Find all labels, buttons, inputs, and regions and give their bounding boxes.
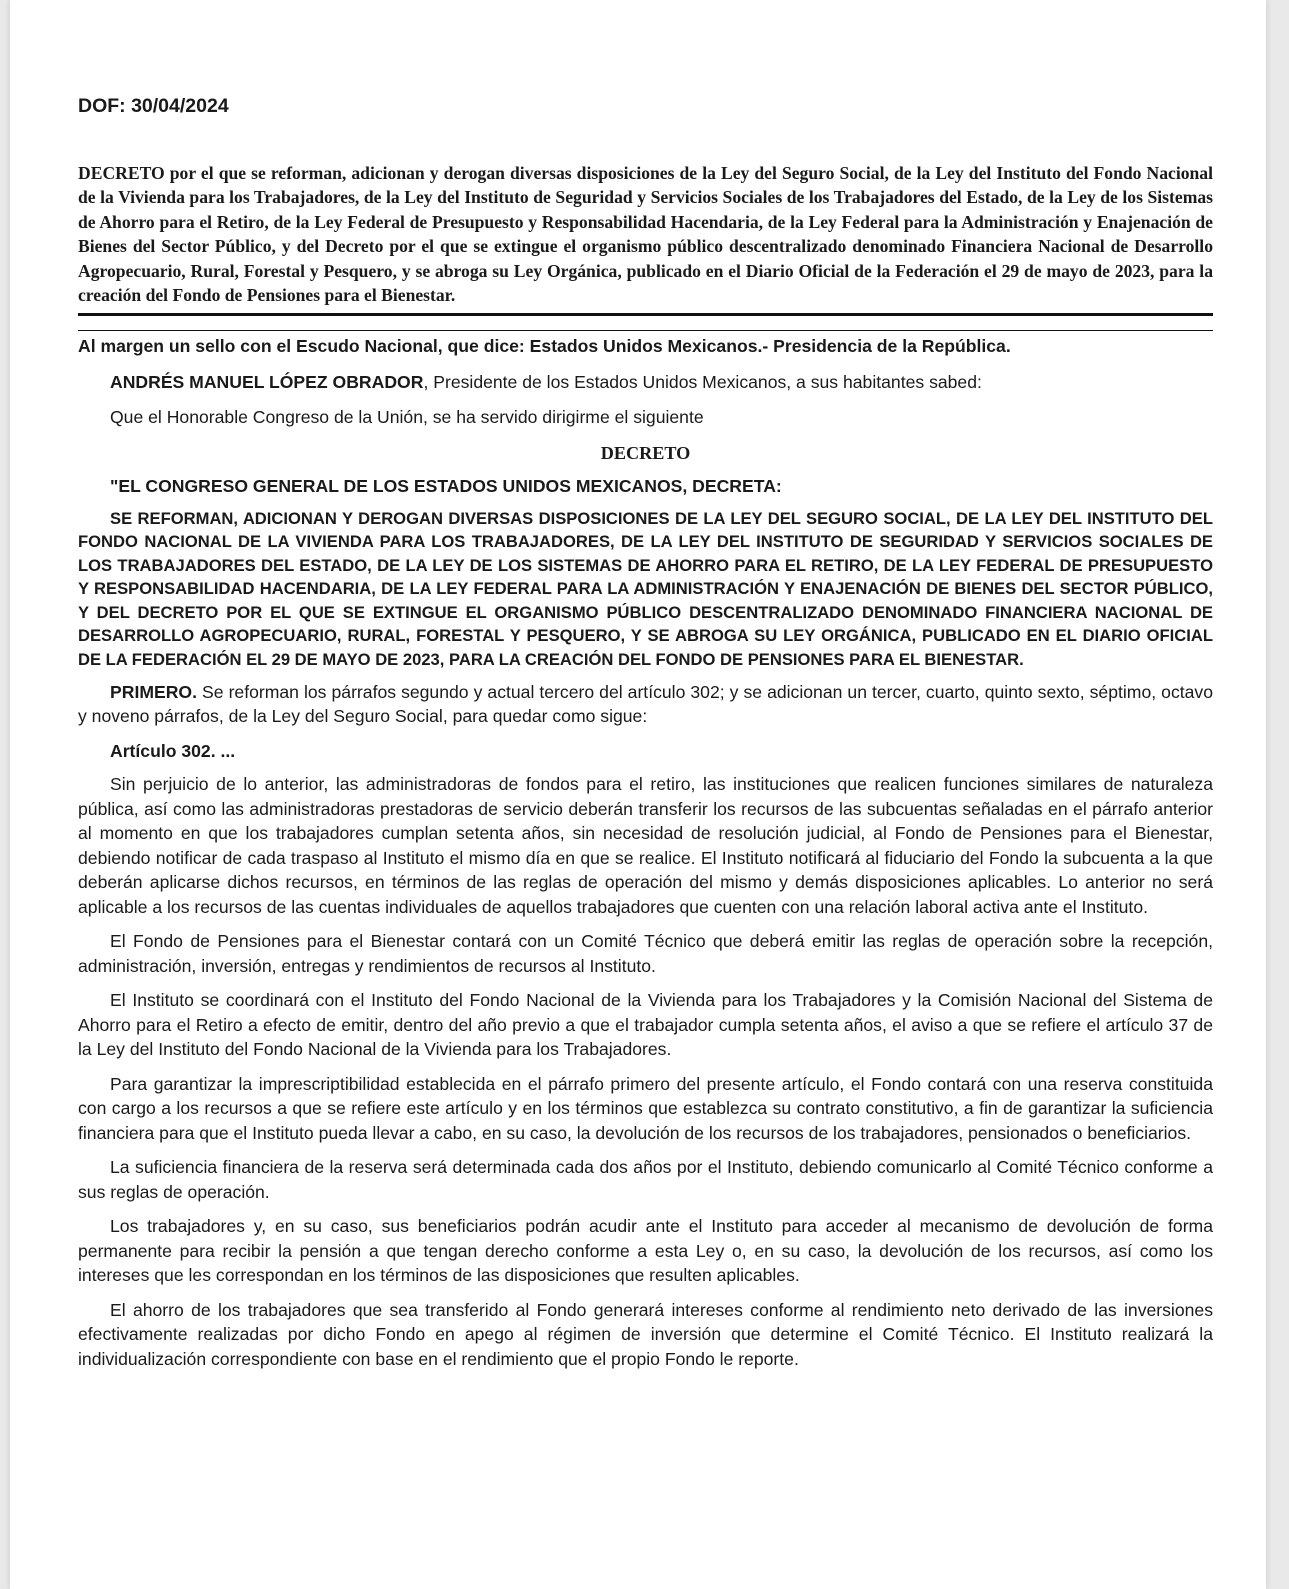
dof-date: DOF: 30/04/2024 <box>78 95 229 117</box>
decree-title: DECRETO por el que se reforman, adicionan y derogan diversas disposiciones de la Ley del Seguro Social, de la Ley del Instituto del Fondo Nacional de la Vivienda para los Trabajadores, de la Ley del Instituto de Seguridad y Servicios Sociales de los Trabajadores del Estado, de la Ley de los Sistemas de Ahorro para el Retiro, de la Ley Federal de Presupuesto y Responsabilidad Hacendaria, de la Ley Federal para la Administración y Enajenación de Bienes del Sector Público, y del Decreto por el que se extingue el organismo público descentralizado denominado Financiera Nacional de Desarrollo Agropecuario, Rural, Forestal y Pesquero, y se abroga su Ley Orgánica, publicado en el Diario Oficial de la Federación el 29 de mayo de 2023, para la creación del Fondo de Pensiones para el Bienestar. <box>78 162 1213 305</box>
presidente-name: ANDRÉS MANUEL LÓPEZ OBRADOR <box>110 371 424 392</box>
presidente-paragraph <box>78 370 1213 395</box>
document-content <box>78 94 1213 1371</box>
article-paragraph-1: Sin perjuicio de lo anterior, las administradoras de fondos para el retiro, las instituciones que realicen funciones similares de naturaleza pública, así como las administradoras prestadoras de servicio deberán transferir los recursos de las subcuentas señaladas en el párrafo anterior al momento en que los trabajadores cumplan setenta años, sin necesidad de resolución judicial, al Fondo de Pensiones para el Bienestar, debiendo notificar de cada traspaso al Instituto el mismo día en que se realice. El Instituto notificará al fiduciario del Fondo la subcuenta a la que deberán aplicarse dichos recursos, en términos de las reglas de operación del mismo y demás disposiciones aplicables. Lo anterior no será aplicable a los recursos de las cuentas individuales de aquellos trabajadores que cuenten con una relación laboral activa ante el Instituto. <box>78 774 1213 917</box>
presidente-text: , Presidente de los Estados Unidos Mexicanos, a sus habitantes sabed: <box>423 371 982 392</box>
article-paragraph-3: El Instituto se coordinará con el Instituto del Fondo Nacional de la Vivienda para los Trabajadores y la Comisión Nacional del Sistema de Ahorro para el Retiro a efecto de emitir, dentro del año previo a que el trabajador cumpla setenta años, el aviso a que se refiere el artículo 37 de la Ley del Instituto del Fondo Nacional de la Vivienda para los Trabajadores. <box>78 990 1213 1060</box>
document-page <box>10 0 1266 1589</box>
article-paragraph-2: El Fondo de Pensiones para el Bienestar contará con un Comité Técnico que deberá emitir las reglas de operación sobre la recepción, administración, inversión, entregas y rendimientos de recursos al Instituto. <box>78 931 1213 976</box>
articulo-heading: Artículo 302. ... <box>110 740 236 761</box>
decreto-heading: DECRETO <box>600 442 691 463</box>
primero-paragraph <box>78 680 1213 729</box>
article-paragraph-5: La suficiencia financiera de la reserva será determinada cada dos años por el Instituto, debiendo comunicarlo al Comité Técnico conforme a sus reglas de operación. <box>78 1157 1213 1202</box>
decreta-line: "EL CONGRESO GENERAL DE LOS ESTADOS UNIDOS MEXICANOS, DECRETA: <box>110 476 782 496</box>
caps-paragraph: SE REFORMAN, ADICIONAN Y DEROGAN DIVERSAS DISPOSICIONES DE LA LEY DEL SEGURO SOCIAL, DE LA LEY DEL INSTITUTO DEL FONDO NACIONAL DE LA VIVIENDA PARA LOS TRABAJADORES, DE LA LEY DEL INSTITUTO DE SEGURIDAD Y SERVICIOS SOCIALES DE LOS TRABAJADORES DEL ESTADO, DE LA LEY DE LOS SISTEMAS DE AHORRO PARA EL RETIRO, DE LA LEY FEDERAL DE PRESUPUESTO Y RESPONSABILIDAD HACENDARIA, DE LA LEY FEDERAL PARA LA ADMINISTRACIÓN Y ENAJENACIÓN DE BIENES DEL SECTOR PÚBLICO, Y DEL DECRETO POR EL QUE SE EXTINGUE EL ORGANISMO PÚBLICO DESCENTRALIZADO DENOMINADO FINANCIERA NACIONAL DE DESARROLLO AGROPECUARIO, RURAL, FORESTAL Y PESQUERO, Y SE ABROGA SU LEY ORGÁNICA, PUBLICADO EN EL DIARIO OFICIAL DE LA FEDERACIÓN EL 29 DE MAYO DE 2023, PARA LA CREACIÓN DEL FONDO DE PENSIONES PARA EL BIENESTAR. <box>78 508 1213 670</box>
title-divider-thin <box>78 330 1213 331</box>
article-paragraph-4: Para garantizar la imprescriptibilidad establecida en el párrafo primero del presente artículo, el Fondo contará con una reserva constituida con cargo a los recursos a que se refiere este artículo y en los términos que establezca su contrato constitutivo, a fin de garantizar la suficiencia financiera para que el Instituto pueda llevar a cabo, en su caso, la devolución de los recursos de los trabajadores, pensionados o beneficiarios. <box>78 1073 1213 1143</box>
congreso-paragraph: Que el Honorable Congreso de la Unión, se ha servido dirigirme el siguiente <box>110 407 704 427</box>
primero-text: Se reforman los párrafos segundo y actual tercero del artículo 302; y se adicionan un tercer, cuarto, quinto sexto, séptimo, octavo y noveno párrafos, de la Ley del Seguro Social, para quedar como sigue: <box>78 681 1213 727</box>
article-paragraph-7: El ahorro de los trabajadores que sea transferido al Fondo generará intereses conforme al rendimiento neto derivado de las inversiones efectivamente realizadas por dicho Fondo en apego al régimen de inversión que determine el Comité Técnico. El Instituto realizará la individualización correspondiente con base en el rendimiento que el propio Fondo le reporte. <box>78 1299 1213 1369</box>
article-paragraph-6: Los trabajadores y, en su caso, sus beneficiarios podrán acudir ante el Instituto para acceder al mecanismo de devolución de forma permanente para recibir la pensión a que tengan derecho conforme a esta Ley o, en su caso, la devolución de los recursos, así como los intereses que les correspondan en los términos de las disposiciones que resulten aplicables. <box>78 1216 1213 1286</box>
title-divider-thick <box>78 313 1213 316</box>
primero-label: PRIMERO. <box>110 681 197 702</box>
sello-line: Al margen un sello con el Escudo Nacional, que dice: Estados Unidos Mexicanos.- Presidencia de la República. <box>78 335 1011 356</box>
